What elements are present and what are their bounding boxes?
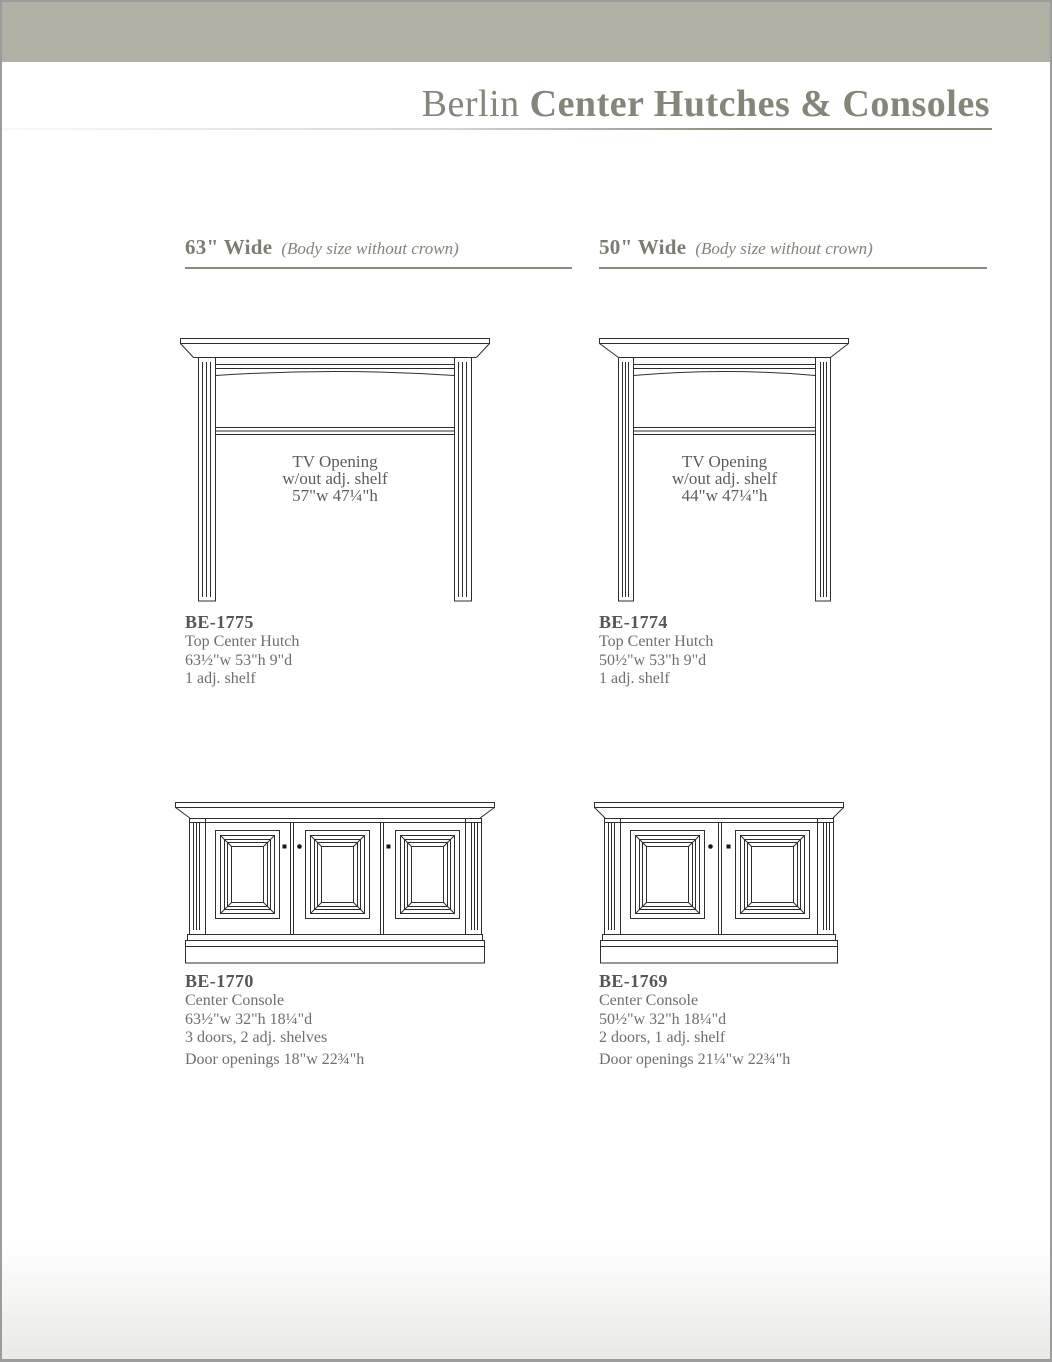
raised-panel-door: [306, 831, 370, 919]
product-name: Center Console: [599, 992, 699, 1009]
crown-molding: [595, 803, 844, 819]
column-heading-note: (Body size without crown): [281, 239, 459, 258]
top-rail: [216, 365, 455, 376]
tv-opening-line2: w/out adj. shelf: [282, 469, 388, 488]
tv-opening-line2: w/out adj. shelf: [671, 469, 778, 488]
console-50-line-drawing: [594, 802, 844, 964]
door-knob: [283, 845, 287, 849]
page-title: [422, 84, 990, 124]
door-knob: [387, 845, 391, 849]
product-features: 3 doors, 2 adj. shelves: [185, 1029, 328, 1046]
product-info-be1775: [185, 612, 299, 689]
middle-shelf: [634, 428, 816, 435]
product-name: Center Console: [185, 992, 285, 1009]
left-post: [619, 358, 634, 602]
column-heading-63: [185, 235, 572, 269]
door-knob: [727, 845, 731, 849]
product-door-openings: Door openings 21¼"w 22¾"h: [599, 1050, 791, 1068]
tv-opening-line1: TV Opening: [292, 452, 378, 471]
page-title-emphasis: Center Hutches & Consoles: [529, 83, 990, 125]
top-gray-band: [2, 2, 1050, 62]
product-features: 1 adj. shelf: [185, 670, 256, 687]
top-rail: [634, 365, 816, 376]
product-dimensions: 63½"w 32"h 18¼"d: [185, 1010, 313, 1028]
product-name: Top Center Hutch: [599, 633, 714, 650]
crown-molding: [600, 339, 849, 358]
product-name: Top Center Hutch: [185, 633, 300, 650]
product-code: BE-1770: [185, 971, 254, 991]
tv-opening-label: [672, 452, 778, 505]
product-dimensions: 50½"w 53"h 9"d: [599, 651, 707, 669]
product-dimensions: 63½"w 53"h 9"d: [185, 651, 293, 669]
hutch-63-line-drawing: [180, 338, 490, 602]
title-space: [520, 83, 530, 125]
hutch-50-line-drawing: [599, 338, 849, 602]
product-code: BE-1775: [185, 612, 254, 632]
product-features: 2 doors, 1 adj. shelf: [599, 1029, 726, 1046]
base-plinth: [601, 935, 838, 964]
page-title-regular: Berlin: [421, 83, 520, 125]
base-plinth: [186, 935, 485, 964]
column-heading-size: 50" Wide: [599, 235, 687, 259]
raised-panel-door: [631, 831, 705, 919]
product-dimensions: 50½"w 32"h 18¼"d: [599, 1010, 727, 1028]
raised-panel-door: [216, 831, 280, 919]
door-knob: [297, 844, 302, 849]
right-post: [455, 358, 472, 602]
tv-opening-line1: TV Opening: [681, 452, 768, 471]
column-heading-size: 63" Wide: [185, 235, 273, 259]
product-features: 1 adj. shelf: [599, 670, 670, 687]
title-underline: [2, 128, 992, 130]
crown-molding: [181, 339, 490, 358]
column-heading-50: [599, 235, 987, 269]
door-knob: [708, 844, 713, 849]
crown-molding: [176, 803, 495, 819]
middle-shelf: [216, 428, 455, 435]
product-info-be1770: [185, 971, 364, 1069]
left-post: [199, 358, 216, 602]
product-code: BE-1774: [599, 612, 668, 632]
tv-opening-line3: 44"w 47¼"h: [681, 486, 768, 505]
column-heading-note: (Body size without crown): [695, 239, 873, 258]
raised-panel-door: [396, 831, 460, 919]
product-door-openings: Door openings 18"w 22¾"h: [185, 1050, 365, 1068]
tv-opening-line3: 57"w 47¼"h: [292, 486, 378, 505]
right-post: [816, 358, 831, 602]
product-code: BE-1769: [599, 971, 668, 991]
product-info-be1774: [599, 612, 713, 689]
tv-opening-label: [282, 452, 388, 505]
console-63-line-drawing: [175, 802, 495, 964]
bottom-page-shading: [2, 1244, 1050, 1359]
raised-panel-door: [736, 831, 810, 919]
product-info-be1769: [599, 971, 790, 1069]
